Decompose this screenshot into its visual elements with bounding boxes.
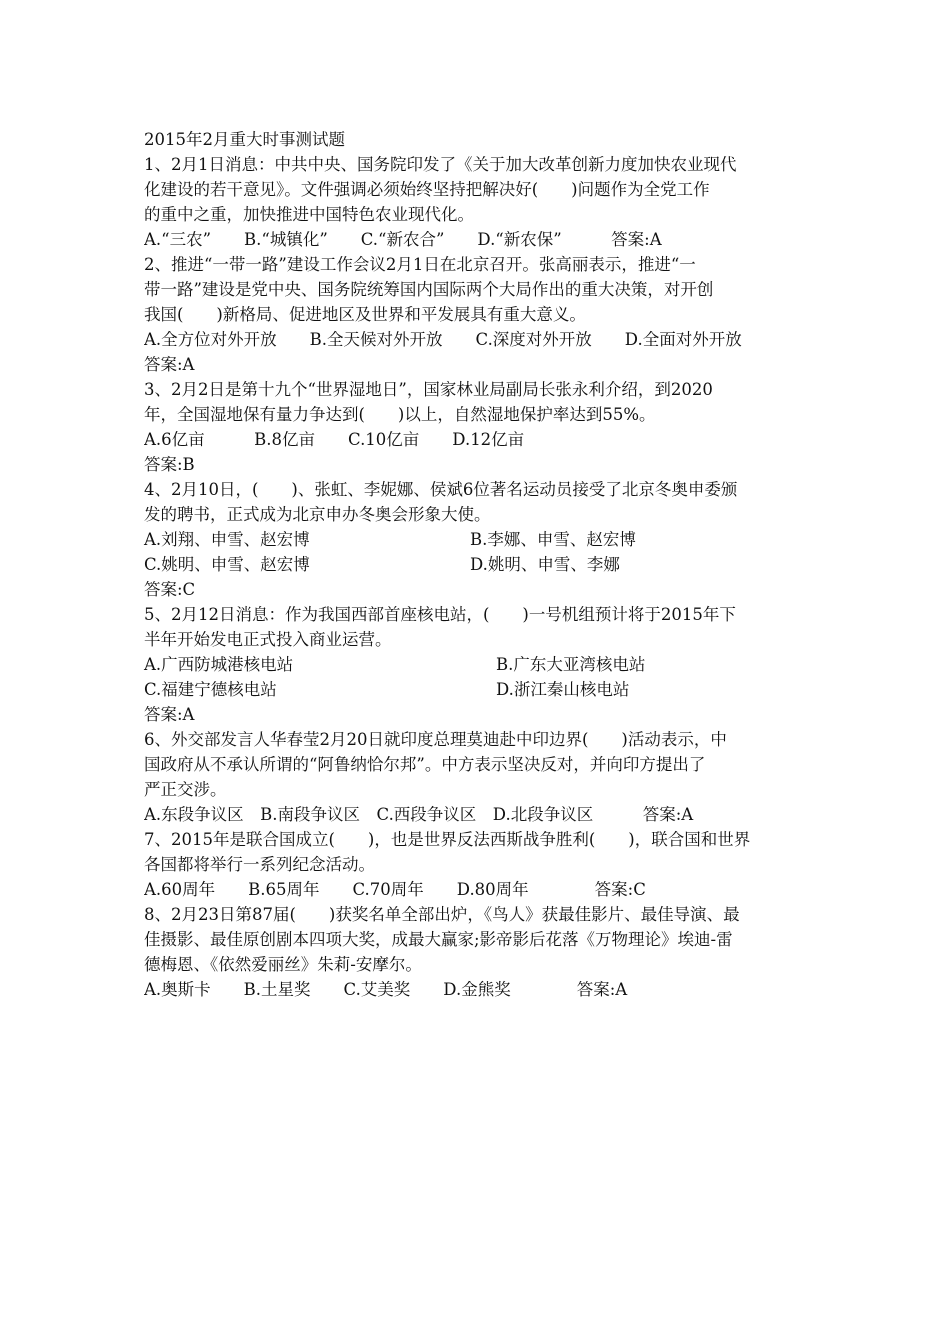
question-3-line-1: 3、2月2日是第十九个“世界湿地日”，国家林业局副局长张永利介绍，到2020 — [144, 380, 713, 399]
question-5-option-d: D.浙江秦山核电站 — [496, 680, 630, 699]
question-8-line-1: 8、2月23日第87届( )获奖名单全部出炉，《鸟人》获最佳影片、最佳导演、最 — [144, 905, 740, 924]
question-2-options: A.全方位对外开放 B.全天候对外开放 C.深度对外开放 D.全面对外开放 — [144, 330, 742, 349]
question-4-answer: 答案:C — [144, 580, 196, 599]
question-2-line-1: 2、推进“一带一路”建设工作会议2月1日在北京召开。张高丽表示，推进“一 — [144, 255, 696, 274]
question-2-answer: 答案:A — [144, 355, 195, 374]
question-4-line-1: 4、2月10日，( )、张虹、李妮娜、侯斌6位著名运动员接受了北京冬奥申委颁 — [144, 480, 738, 499]
question-7-options: A.60周年 B.65周年 C.70周年 D.80周年 答案:C — [144, 880, 646, 899]
question-4-option-c: C.姚明、申雪、赵宏博 — [144, 555, 310, 574]
question-1-line-2: 化建设的若干意见》。文件强调必须始终坚持把解决好( )问题作为全党工作 — [144, 180, 710, 199]
question-5-option-b: B.广东大亚湾核电站 — [496, 655, 646, 674]
question-8-options: A.奥斯卡 B.土星奖 C.艾美奖 D.金熊奖 答案:A — [144, 980, 628, 999]
page-title: 2015年2月重大时事测试题 — [144, 130, 345, 149]
question-5-option-a: A.广西防城港核电站 — [144, 655, 294, 674]
question-3-line-2: 年，全国湿地保有量力争达到( )以上，自然湿地保护率达到55%。 — [144, 405, 656, 424]
question-7-line-1: 7、2015年是联合国成立( )，也是世界反法西斯战争胜利( )，联合国和世界 — [144, 830, 751, 849]
question-5-answer: 答案:A — [144, 705, 195, 724]
question-8-line-2: 佳摄影、最佳原创剧本四项大奖，成最大赢家;影帝影后花落《万物理论》埃迪-雷 — [144, 930, 733, 949]
question-2-line-2: 带一路”建设是党中央、国务院统筹国内国际两个大局作出的重大决策，对开创 — [144, 280, 714, 299]
question-6-options: A.东段争议区 B.南段争议区 C.西段争议区 D.北段争议区 答案:A — [144, 805, 694, 824]
question-5-options-row-2 — [144, 677, 814, 702]
question-3-options: A.6亿亩 B.8亿亩 C.10亿亩 D.12亿亩 — [144, 430, 525, 449]
question-5-option-c: C.福建宁德核电站 — [144, 680, 277, 699]
question-1-options: A.“三农” B.“城镇化” C.“新农合” D.“新农保” 答案:A — [144, 230, 662, 249]
question-4-option-d: D.姚明、申雪、李娜 — [470, 555, 620, 574]
question-6-line-2: 国政府从不承认所谓的“阿鲁纳恰尔邦”。中方表示坚决反对，并向印方提出了 — [144, 755, 706, 774]
question-1-line-3: 的重中之重，加快推进中国特色农业现代化。 — [144, 205, 474, 224]
question-5-line-2: 半年开始发电正式投入商业运营。 — [144, 630, 392, 649]
quiz-body — [144, 127, 814, 1002]
question-5-line-1: 5、2月12日消息：作为我国西部首座核电站，( )一号机组预计将于2015年下 — [144, 605, 736, 624]
question-4-options-row-2 — [144, 552, 814, 577]
question-8-line-3: 德梅恩、《依然爱丽丝》朱莉-安摩尔。 — [144, 955, 422, 974]
question-4-option-b: B.李娜、申雪、赵宏博 — [470, 530, 636, 549]
question-1-line-1: 1、2月1日消息：中共中央、国务院印发了《关于加大改革创新力度加快农业现代 — [144, 155, 737, 174]
question-3-answer: 答案:B — [144, 455, 195, 474]
question-5-options-row-1 — [144, 652, 814, 677]
question-6-line-3: 严正交涉。 — [144, 780, 227, 799]
question-4-options-row-1 — [144, 527, 814, 552]
question-2-line-3: 我国( )新格局、促进地区及世界和平发展具有重大意义。 — [144, 305, 586, 324]
question-4-line-2: 发的聘书，正式成为北京申办冬奥会形象大使。 — [144, 505, 491, 524]
question-7-line-2: 各国都将举行一系列纪念活动。 — [144, 855, 375, 874]
question-6-line-1: 6、外交部发言人华春莹2月20日就印度总理莫迪赴中印边界( )活动表示，中 — [144, 730, 727, 749]
question-4-option-a: A.刘翔、申雪、赵宏博 — [144, 530, 310, 549]
